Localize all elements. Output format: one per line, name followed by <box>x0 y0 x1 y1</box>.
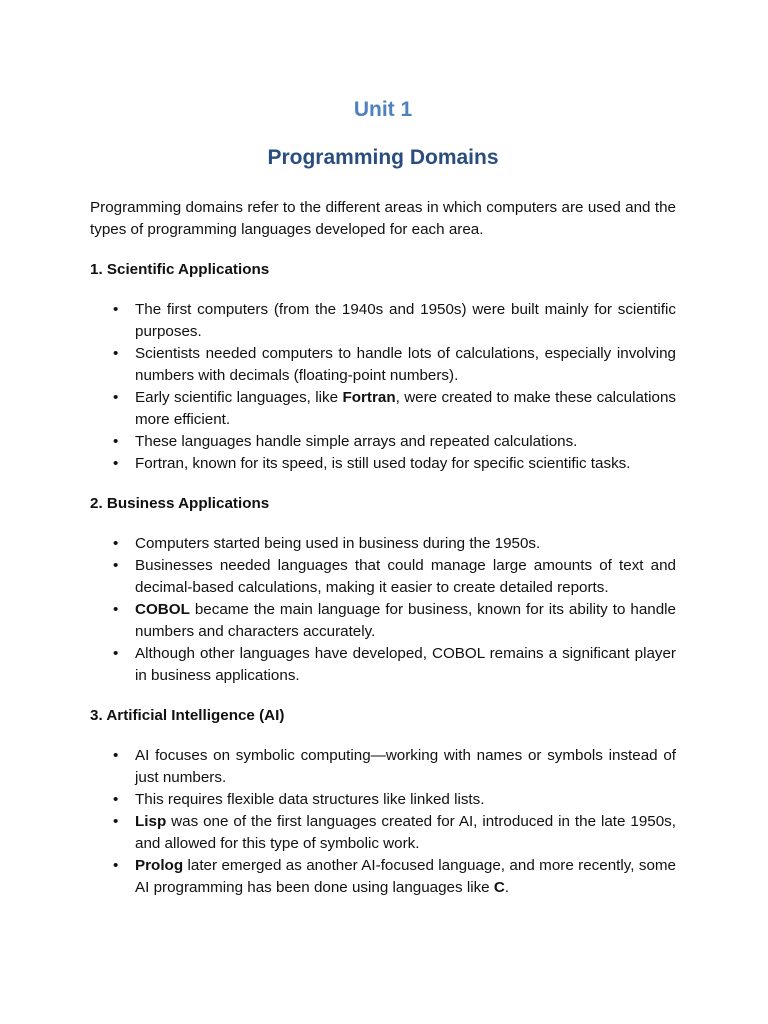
bullet-list-ai <box>90 745 676 899</box>
bold-term-prolog: Prolog <box>135 857 184 874</box>
list-item: • This requires flexible data structures like linked lists. <box>90 789 676 811</box>
bullet-icon: • <box>113 455 119 472</box>
bullet-list-scientific <box>90 299 676 475</box>
section-heading-ai: 3. Artificial Intelligence (AI) <box>90 707 285 724</box>
bullet-icon: • <box>113 345 119 362</box>
bullet-icon: • <box>113 601 119 618</box>
list-item: • The first computers (from the 1940s and 1950s) were built mainly for scientific purposes. <box>113 301 676 340</box>
bold-term-cobol: COBOL <box>135 601 190 618</box>
list-item: • AI focuses on symbolic computing—working with names or symbols instead of just numbers. <box>113 747 676 786</box>
bullet-icon: • <box>113 857 119 874</box>
bullet-icon: • <box>113 813 119 830</box>
list-item: • Computers started being used in business during the 1950s. <box>90 533 676 555</box>
bold-term-lisp: Lisp <box>135 813 167 830</box>
bullet-icon: • <box>113 747 119 764</box>
bullet-icon: • <box>113 301 119 318</box>
bullet-icon: • <box>113 791 119 808</box>
bullet-list-business <box>90 533 676 687</box>
bullet-icon: • <box>113 433 119 450</box>
list-item: • These languages handle simple arrays and repeated calculations. <box>90 431 676 453</box>
list-item: • Businesses needed languages that could manage large amounts of text and decimal-based calculations, making it easier to create detailed reports. <box>113 557 676 596</box>
bullet-icon: • <box>113 645 119 662</box>
list-item: • COBOL became the main language for business, known for its ability to handle numbers and characters accurately. <box>113 601 676 640</box>
bold-term-c: C <box>493 879 505 896</box>
list-item: • Scientists needed computers to handle lots of calculations, especially involving numbers with decimals (floating-point numbers). <box>113 345 676 384</box>
list-item: • Lisp was one of the first languages created for AI, introduced in the late 1950s, and allowed for this type of symbolic work. <box>113 813 676 852</box>
section-heading-scientific: 1. Scientific Applications <box>90 261 270 278</box>
document-body <box>90 197 676 917</box>
list-item: • Although other languages have developed, COBOL remains a significant player in business applications. <box>113 645 676 684</box>
document-title: Programming Domains <box>267 146 499 169</box>
list-item: • Early scientific languages, like Fortran, were created to make these calculations more efficient. <box>113 389 676 428</box>
bold-term-fortran: Fortran <box>342 389 396 406</box>
intro-paragraph: Programming domains refer to the different areas in which computers are used and the types of programming languages developed for each area. <box>90 199 676 238</box>
bullet-icon: • <box>113 535 119 552</box>
bullet-icon: • <box>113 557 119 574</box>
list-item: • Prolog later emerged as another AI-focused language, and more recently, some AI programming has been done using languages like C. <box>113 857 676 896</box>
unit-title: Unit 1 <box>353 98 413 121</box>
list-item: • Fortran, known for its speed, is still used today for specific scientific tasks. <box>90 453 676 475</box>
bullet-icon: • <box>113 389 119 406</box>
section-heading-business: 2. Business Applications <box>90 495 270 512</box>
